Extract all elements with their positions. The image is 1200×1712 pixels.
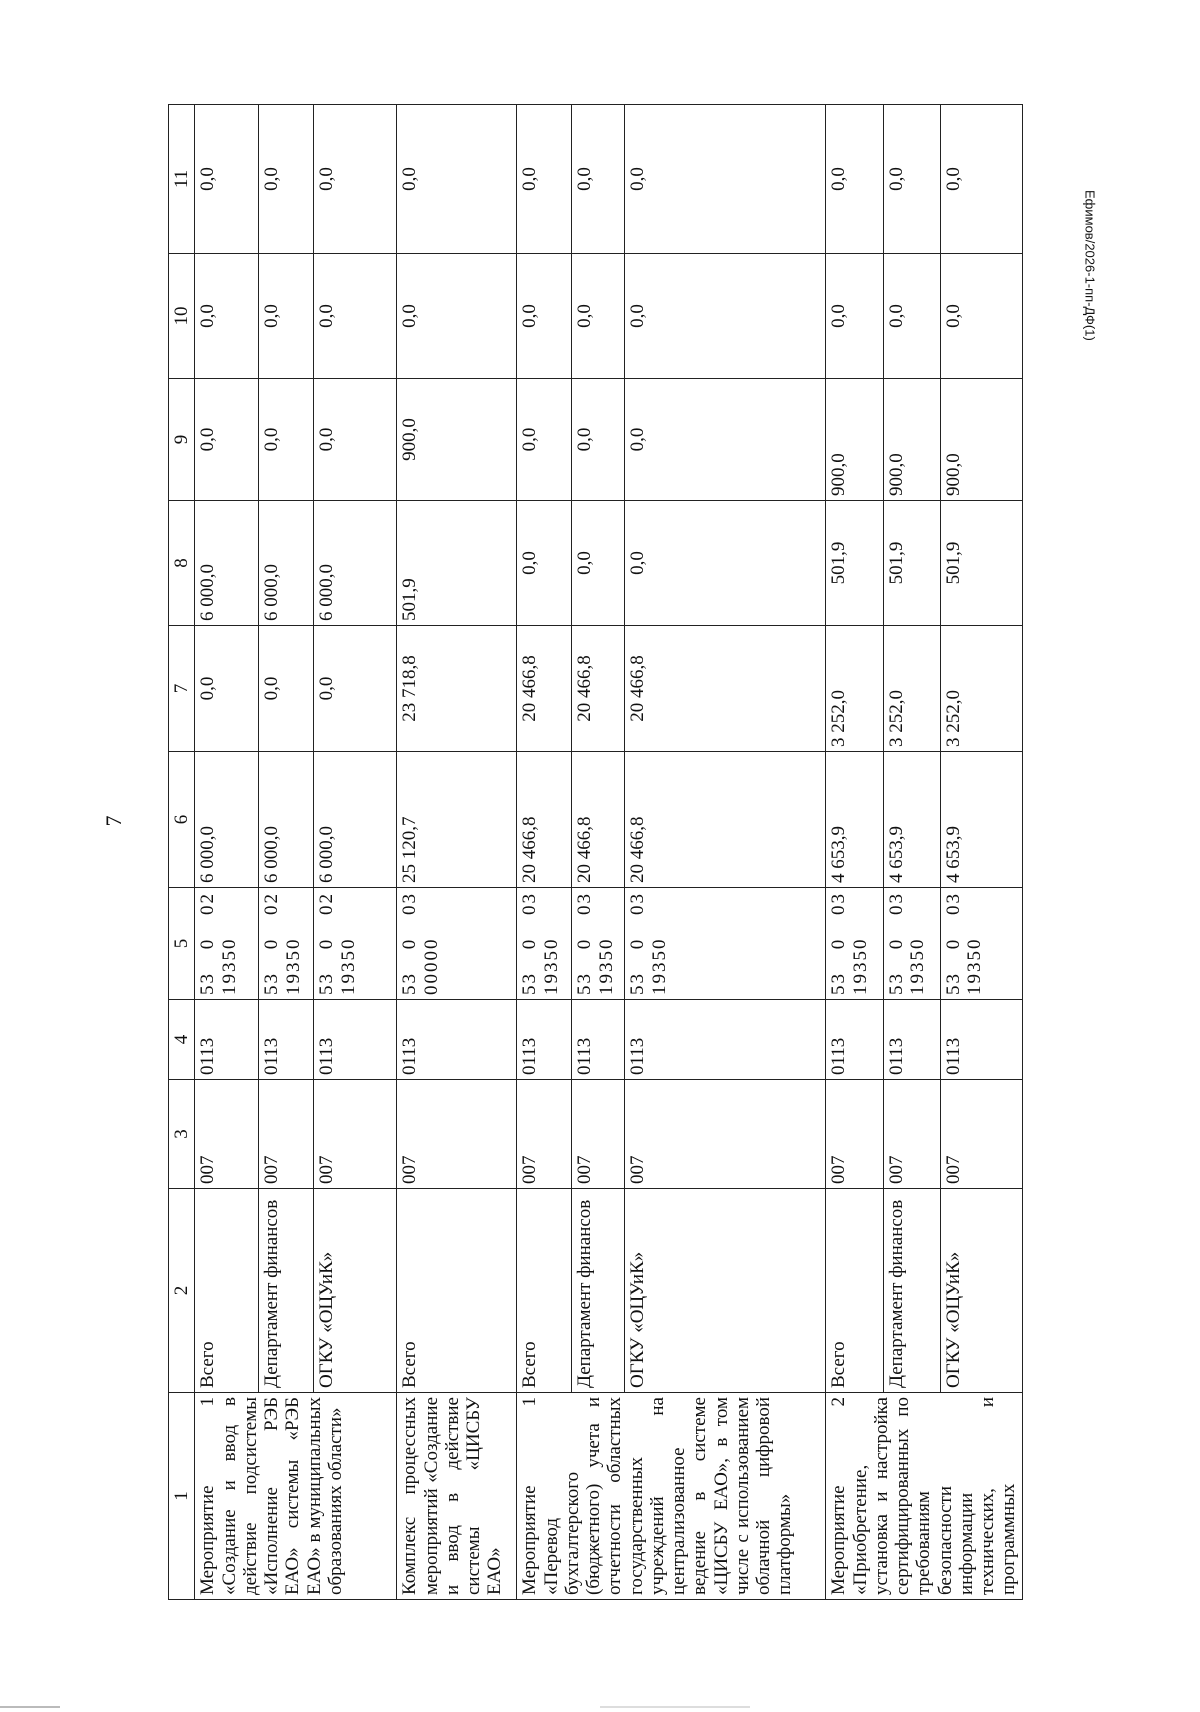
- section-cell: 0113: [826, 1000, 883, 1080]
- value-cell: 20 466,8: [625, 626, 826, 752]
- event-name-cell: Комплекс процессных мероприятий «Создание и ввод в действие системы «ЦИСБУ ЕАО»: [397, 1393, 517, 1600]
- budget-table: [168, 104, 1023, 1600]
- value-cell: 25 120,7: [397, 752, 517, 888]
- section-cell: 0113: [259, 1000, 314, 1080]
- executor-cell: Департамент финансов: [572, 1189, 625, 1393]
- value-cell: 6 000,0: [259, 501, 314, 626]
- value-cell: 4 653,9: [941, 752, 1022, 888]
- code-cell: 007: [259, 1080, 314, 1189]
- header-col-9: 9: [169, 379, 195, 501]
- header-col-1: 1: [169, 1393, 195, 1600]
- section-cell: 0113: [941, 1000, 1022, 1080]
- executor-cell: Всего: [517, 1189, 572, 1393]
- value-cell: 4 653,9: [826, 752, 883, 888]
- kbk-cell: 53 0 03 19350: [625, 888, 826, 1000]
- section-cell: 0113: [314, 1000, 397, 1080]
- rotated-table-container: [168, 105, 1020, 1600]
- value-cell: 0,0: [625, 254, 826, 379]
- section-cell: 0113: [883, 1000, 940, 1080]
- value-cell: 0,0: [397, 254, 517, 379]
- table-row: [625, 105, 826, 1600]
- value-cell: 900,0: [883, 379, 940, 501]
- value-cell: 6 000,0: [259, 752, 314, 888]
- value-cell: 0,0: [517, 501, 572, 626]
- value-cell: 0,0: [314, 379, 397, 501]
- executor-cell: Всего: [195, 1189, 259, 1393]
- value-cell: 900,0: [826, 379, 883, 501]
- value-cell: 23 718,8: [397, 626, 517, 752]
- value-cell: 0,0: [259, 105, 314, 254]
- value-cell: 0,0: [572, 379, 625, 501]
- value-cell: 0,0: [259, 254, 314, 379]
- code-cell: 007: [625, 1080, 826, 1189]
- value-cell: 0,0: [314, 626, 397, 752]
- code-cell: 007: [572, 1080, 625, 1189]
- value-cell: 0,0: [314, 105, 397, 254]
- header-col-10: 10: [169, 254, 195, 379]
- value-cell: 0,0: [259, 626, 314, 752]
- table-row: [826, 105, 883, 1600]
- value-cell: 0,0: [941, 254, 1022, 379]
- value-cell: 0,0: [625, 501, 826, 626]
- value-cell: 0,0: [195, 254, 259, 379]
- value-cell: 900,0: [941, 379, 1022, 501]
- kbk-cell: 53 0 03 19350: [517, 888, 572, 1000]
- value-cell: 0,0: [883, 254, 940, 379]
- value-cell: 501,9: [397, 501, 517, 626]
- value-cell: 4 653,9: [883, 752, 940, 888]
- header-col-2: 2: [169, 1189, 195, 1393]
- table-row: [259, 105, 314, 1600]
- value-cell: 0,0: [195, 626, 259, 752]
- value-cell: 0,0: [517, 105, 572, 254]
- event-name-cell: Мероприятие 1 «Создание и ввод в действие подсистемы «Исполнение РЭБ ЕАО» системы «РЭБ ЕАО» в муниципальных образованиях области»: [195, 1393, 397, 1600]
- value-cell: 0,0: [826, 254, 883, 379]
- event-name-cell: Мероприятие 2 «Приобретение, установка и настройка сертифицированных по требованиям безопасности информации технических, и программных: [826, 1393, 1022, 1600]
- value-cell: 0,0: [397, 105, 517, 254]
- executor-cell: Департамент финансов: [259, 1189, 314, 1393]
- code-cell: 007: [314, 1080, 397, 1189]
- header-col-5: 5: [169, 888, 195, 1000]
- code-cell: 007: [397, 1080, 517, 1189]
- section-cell: 0113: [397, 1000, 517, 1080]
- section-cell: 0113: [625, 1000, 826, 1080]
- value-cell: 501,9: [826, 501, 883, 626]
- header-col-3: 3: [169, 1080, 195, 1189]
- value-cell: 20 466,8: [517, 752, 572, 888]
- kbk-cell: 53 0 02 19350: [195, 888, 259, 1000]
- value-cell: 0,0: [941, 105, 1022, 254]
- table-row: [397, 105, 517, 1600]
- table-row: [314, 105, 397, 1600]
- code-cell: 007: [517, 1080, 572, 1189]
- value-cell: 0,0: [314, 254, 397, 379]
- table-row: [883, 105, 940, 1600]
- kbk-cell: 53 0 03 00000: [397, 888, 517, 1000]
- code-cell: 007: [941, 1080, 1022, 1189]
- executor-cell: ОГКУ «ОЦУиК»: [941, 1189, 1022, 1393]
- table-row: [941, 105, 1022, 1600]
- kbk-cell: 53 0 02 19350: [314, 888, 397, 1000]
- executor-cell: Всего: [397, 1189, 517, 1393]
- kbk-cell: 53 0 03 19350: [572, 888, 625, 1000]
- value-cell: 3 252,0: [826, 626, 883, 752]
- value-cell: 501,9: [883, 501, 940, 626]
- kbk-cell: 53 0 03 19350: [941, 888, 1022, 1000]
- executor-cell: ОГКУ «ОЦУиК»: [314, 1189, 397, 1393]
- header-col-4: 4: [169, 1000, 195, 1080]
- value-cell: 0,0: [195, 105, 259, 254]
- code-cell: 007: [826, 1080, 883, 1189]
- section-cell: 0113: [195, 1000, 259, 1080]
- value-cell: 0,0: [195, 379, 259, 501]
- kbk-cell: 53 0 02 19350: [259, 888, 314, 1000]
- value-cell: 20 466,8: [625, 752, 826, 888]
- value-cell: 0,0: [625, 379, 826, 501]
- value-cell: 3 252,0: [883, 626, 940, 752]
- scan-artifact: [0, 1706, 60, 1708]
- value-cell: 6 000,0: [314, 501, 397, 626]
- value-cell: 0,0: [572, 254, 625, 379]
- table-row: [572, 105, 625, 1600]
- executor-cell: ОГКУ «ОЦУиК»: [625, 1189, 826, 1393]
- kbk-cell: 53 0 03 19350: [826, 888, 883, 1000]
- value-cell: 0,0: [826, 105, 883, 254]
- value-cell: 0,0: [883, 105, 940, 254]
- table-row: [517, 105, 572, 1600]
- header-col-6: 6: [169, 752, 195, 888]
- value-cell: 0,0: [517, 254, 572, 379]
- value-cell: 3 252,0: [941, 626, 1022, 752]
- page-number: 7: [101, 815, 126, 827]
- section-cell: 0113: [572, 1000, 625, 1080]
- event-name-cell: Мероприятие 1 «Перевод бухгалтерского (бюджетного) учета и отчетности областных государственных учреждений на централизованное ведение в системе «ЦИСБУ ЕАО», в том числе с использованием облачной цифровой платформы»: [517, 1393, 826, 1600]
- value-cell: 0,0: [259, 379, 314, 501]
- table-row: [195, 105, 259, 1600]
- header-col-11: 11: [169, 105, 195, 254]
- code-cell: 007: [883, 1080, 940, 1189]
- kbk-cell: 53 0 03 19350: [883, 888, 940, 1000]
- value-cell: 20 466,8: [517, 626, 572, 752]
- code-cell: 007: [195, 1080, 259, 1189]
- value-cell: 0,0: [572, 501, 625, 626]
- value-cell: 0,0: [572, 105, 625, 254]
- value-cell: 0,0: [625, 105, 826, 254]
- value-cell: 501,9: [941, 501, 1022, 626]
- header-row: [169, 105, 195, 1600]
- executor-cell: Всего: [826, 1189, 883, 1393]
- value-cell: 20 466,8: [572, 752, 625, 888]
- value-cell: 6 000,0: [195, 752, 259, 888]
- header-col-7: 7: [169, 626, 195, 752]
- value-cell: 6 000,0: [195, 501, 259, 626]
- value-cell: 6 000,0: [314, 752, 397, 888]
- header-col-8: 8: [169, 501, 195, 626]
- section-cell: 0113: [517, 1000, 572, 1080]
- scan-artifact: [600, 1706, 750, 1708]
- value-cell: 900,0: [397, 379, 517, 501]
- value-cell: 20 466,8: [572, 626, 625, 752]
- value-cell: 0,0: [517, 379, 572, 501]
- executor-cell: Департамент финансов: [883, 1189, 940, 1393]
